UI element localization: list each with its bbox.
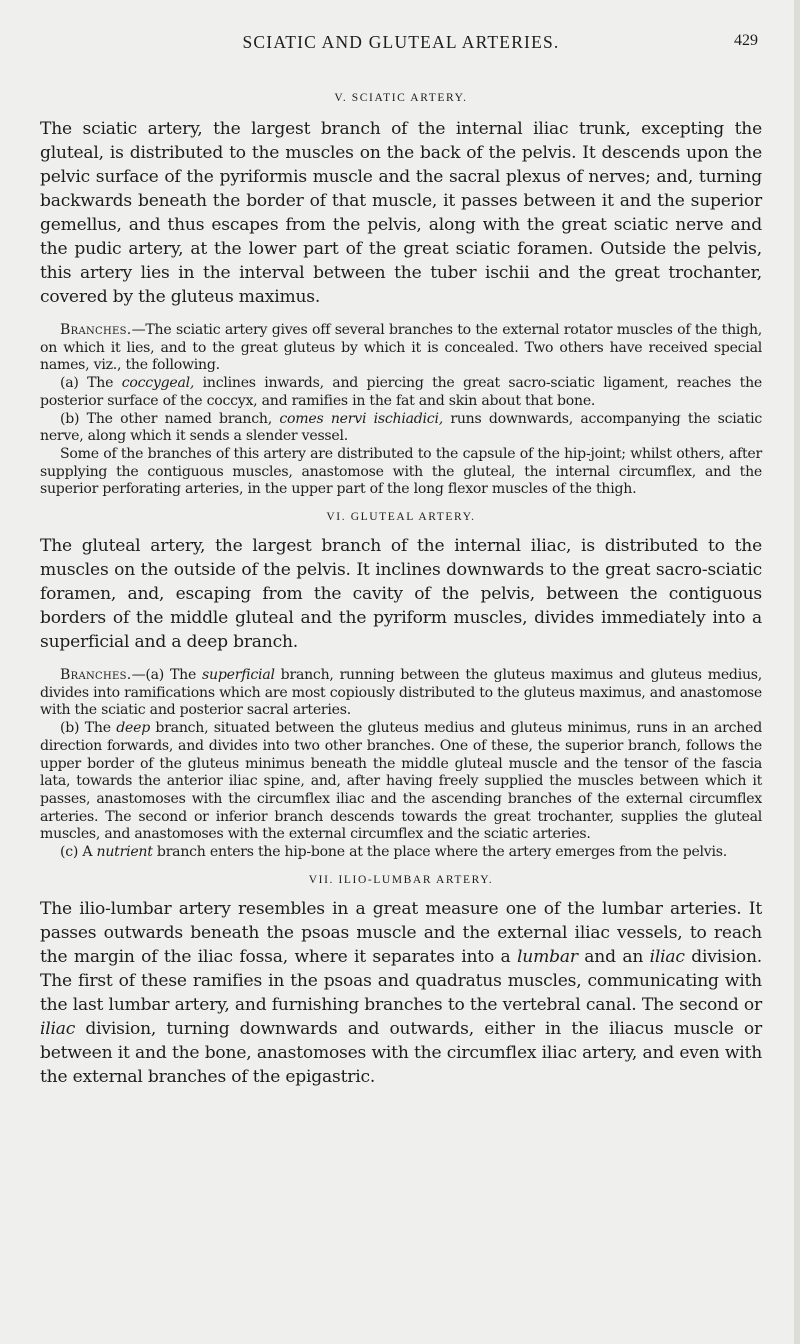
section-heading-gluteal: VI. GLUTEAL ARTERY. <box>326 511 476 524</box>
branch-prefix: (c) A <box>60 844 97 861</box>
branch-text: inclines inwards, and piercing the great sacro-sciatic ligament, reaches the posterior surface of the coccyx, and ramifies in the fat and skin about that bone. <box>40 375 763 409</box>
branch-text: branch, situated between the gluteus medius and gluteus minimus, runs in an arched direction forwards, and divides into two other branches. One of these, the superior branch, follows the upper border of the gluteus minimus beneath the middle gluteal muscle and the tensor of the fascia lata, towards the anterior iliac spine, and, after having freely supplied the muscles between which it passes, anastomoses with the circumflex iliac and the ascending branches of the external circumflex arteries. The second or inferior branch descends towards the great trochanter, supplies the gluteal muscles, and anastomoses with the external circumflex and the sciatic arteries. <box>40 720 762 843</box>
sciatic-branches-paragraph <box>40 322 762 375</box>
gluteal-branch-a <box>40 667 762 720</box>
text-run: division. The first of these ramifies in the psoas and quadratus muscles, communicating with the last lumbar artery, and furnishing branches to the vertebral canal. The second or <box>40 946 762 1015</box>
branch-prefix: —(a) The <box>131 667 203 684</box>
branch-text: branch, running between the gluteus maximus and gluteus medius, divides into ramifications which are most copiously distributed to the gluteus maximus, and anastomose with the sciatic and posterior sacral arteries. <box>40 667 762 719</box>
running-title: SCIATIC AND GLUTEAL ARTERIES. <box>242 32 560 52</box>
branch-text: runs downwards, accompanying the sciatic nerve, along which it sends a slender vessel. <box>40 410 763 445</box>
branch-text: branch enters the hip-bone at the place where the artery emerges from the pelvis. <box>152 844 727 861</box>
term-deep: deep <box>116 720 150 737</box>
section-heading-sciatic: V. SCIATIC ARTERY. <box>334 92 468 104</box>
branches-text: —The sciatic artery gives off several branches to the external rotator muscles of the thigh, on which it lies, and to the great gluteus by which it is concealed. Two others have received special names, viz., the following. <box>40 322 762 374</box>
running-head <box>40 28 762 62</box>
sciatic-closing-paragraph: Some of the branches of this artery are distributed to the capsule of the hip-joint; whilst others, after supplying the contiguous muscles, anastomose with the gluteal, the internal circumflex, and the superior perforating arteries, in the upper part of the long flexor muscles of the thigh. <box>40 445 762 498</box>
gluteal-branch-c <box>40 844 762 862</box>
term-coccygeal: coccygeal, <box>121 375 195 392</box>
section-heading-ilio-lumbar: VII. ILIO-LUMBAR ARTERY. <box>308 873 494 886</box>
term-superficial: superficial <box>202 667 275 684</box>
sciatic-branch-a <box>40 375 762 410</box>
branch-prefix: (a) The <box>60 375 122 392</box>
branches-label: Branches. <box>60 667 132 684</box>
text-run: The ilio-lumbar artery resembles in a great measure one of the lumbar arteries. It passes outwards beneath the psoas muscle and the external iliac vessels, to reach the margin of the iliac fossa, where it separates into a <box>40 898 762 967</box>
gluteal-intro-paragraph: The gluteal artery, the largest branch of the internal iliac, is distributed to the muscles on the outside of the pelvis. It inclines downwards to the great sacro-sciatic foramen, and, escaping from the cavity of the pelvis, between the contiguous borders of the middle gluteal and the pyriform muscles, divides immediately into a superficial and a deep branch. <box>40 536 762 653</box>
text-run: and an <box>577 946 650 967</box>
gluteal-branch-b <box>40 720 762 844</box>
sciatic-branch-b <box>40 411 762 446</box>
branches-label: Branches. <box>60 322 132 338</box>
term-comes-nervi: comes nervi ischiadici, <box>279 410 443 427</box>
term-iliac-2: iliac <box>40 1018 76 1039</box>
term-nutrient: nutrient <box>96 844 153 861</box>
branch-prefix: (b) The <box>60 720 117 737</box>
sciatic-intro-paragraph: The sciatic artery, the largest branch of the internal iliac trunk, excepting the gluteal, is distributed to the muscles on the back of the pelvis. It descends upon the pelvic surface of the pyriformis muscle and the sacral plexus of nerves; and, turning backwards beneath the border of that muscle, it passes between it and the superior gemellus, and thus escapes from the pelvis, along with the great sciatic nerve and the pudic artery, at the lower part of the great sciatic foramen. Outside the pelvis, this artery lies in the interval between the tuber ischii and the great trochanter, covered by the gluteus maximus. <box>40 119 762 307</box>
page-number: 429 <box>734 32 758 49</box>
term-lumbar: lumbar <box>517 946 578 967</box>
text-run: division, turning downwards and outwards, either in the iliacus muscle or between it and the bone, anastomoses with the circumflex iliac artery, and even with the external branches of the epigastric. <box>40 1018 762 1087</box>
branch-prefix: (b) The other named branch, <box>60 410 280 427</box>
term-iliac: iliac <box>649 946 685 967</box>
ilio-lumbar-paragraph <box>40 897 762 1089</box>
